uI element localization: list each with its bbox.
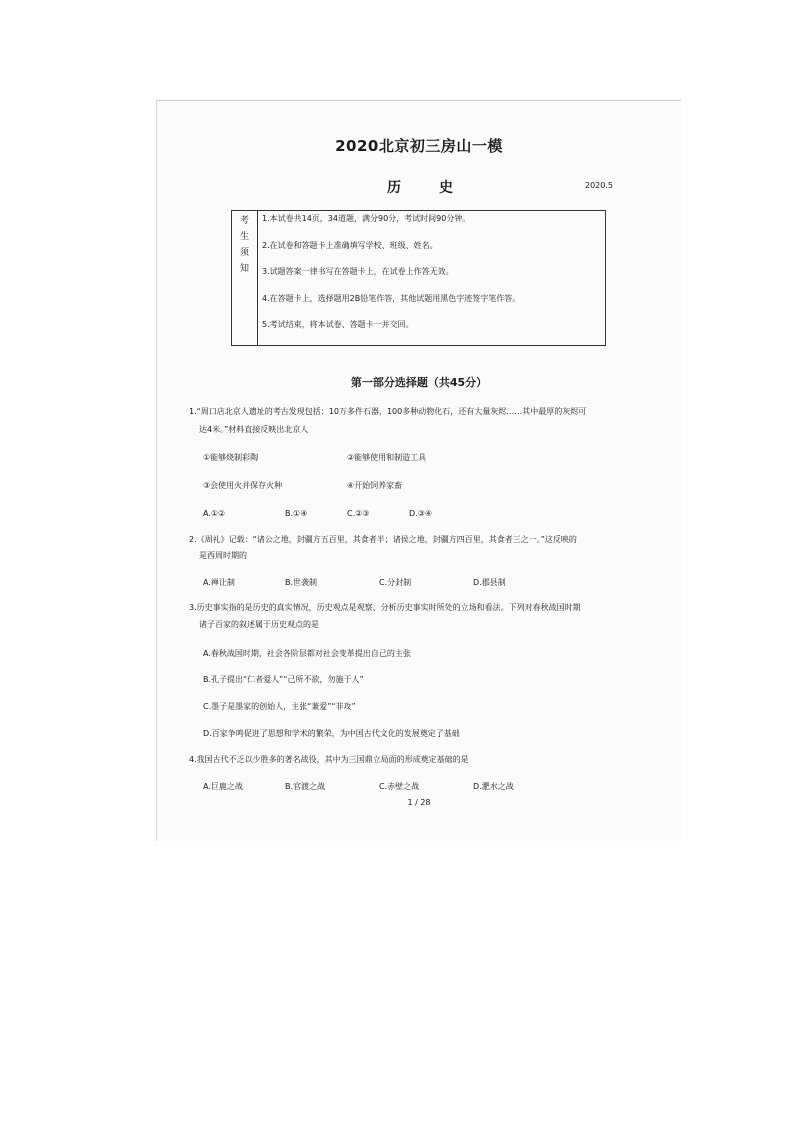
notice-label xyxy=(232,211,258,345)
notice-item: 4.在答题卡上，选择题用2B铅笔作答，其他试题用黑色字迹签字笔作答。 xyxy=(262,293,521,303)
question-1-statement: ④开始饲养家畜 xyxy=(347,481,403,490)
question-1-statement: ③会使用火并保存火种 xyxy=(203,481,283,490)
notice-item: 1.本试卷共14页，34道题，满分90分，考试时间90分钟。 xyxy=(262,214,471,223)
question-4-option: B.官渡之战 xyxy=(285,782,326,791)
notice-label-char: 知 xyxy=(239,264,249,274)
question-3-option: B.孔子提出“仁者爱人”“己所不欲，勿施于人” xyxy=(203,675,364,684)
notice-label-char: 考 xyxy=(239,216,249,226)
question-1-option: A.①② xyxy=(203,509,226,518)
subject-title: 历史 xyxy=(387,180,491,196)
question-3-option: A.春秋战国时期，社会各阶层都对社会变革提出自己的主张 xyxy=(203,649,411,658)
exam-date: 2020.5 xyxy=(585,181,613,190)
notice-label-char: 生 xyxy=(239,232,249,242)
question-4-line-1: 4.我国古代不乏以少胜多的著名战役，其中为三国鼎立局面的形成奠定基础的是 xyxy=(189,755,469,764)
page-number: 1 / 28 xyxy=(407,798,431,807)
question-1-option: D.③④ xyxy=(409,509,433,518)
question-2-line-2: 是西周时期的 xyxy=(199,551,247,560)
question-4-option: D.淝水之战 xyxy=(473,782,514,791)
exam-notice-box xyxy=(231,210,606,346)
question-2-line-1: 2.《周礼》记载：“诸公之地，封疆方五百里，其食者半；诸侯之地，封疆方四百里，其食者三之一。”这反映的 xyxy=(189,535,577,544)
question-2-option: D.郡县制 xyxy=(473,578,506,587)
notice-label-char: 须 xyxy=(239,248,249,258)
question-3-line-2: 诸子百家的叙述属于历史观点的是 xyxy=(199,620,319,629)
question-3-line-1: 3.历史事实指的是历史的真实情况，历史观点是观察、分析历史事实时所处的立场和看法。下列对春秋战国时期 xyxy=(189,603,581,612)
question-1-line-1: 1.“周口店北京人遗址的考古发现包括：10万多件石器，100多种动物化石，还有大量灰烬……其中最厚的灰烬可 xyxy=(189,407,587,416)
notice-item: 3.试题答案一律书写在答题卡上，在试卷上作答无效。 xyxy=(262,267,454,276)
question-1-statement: ①能够烧制彩陶 xyxy=(203,453,259,462)
question-4-option: C.赤壁之战 xyxy=(379,782,420,791)
question-2-option: B.世袭制 xyxy=(285,578,318,587)
question-1-option: B.①④ xyxy=(285,509,308,518)
question-4-option: A.巨鹿之战 xyxy=(203,782,243,791)
notice-item: 2.在试卷和答题卡上准确填写学校、班级、姓名。 xyxy=(262,240,438,250)
notice-items xyxy=(258,211,605,345)
section-title: 第一部分选择题（共45分） xyxy=(350,376,488,389)
notice-item: 5.考试结束，将本试卷、答题卡一并交回。 xyxy=(262,320,414,329)
exam-title: 2020北京初三房山一模 xyxy=(335,137,503,155)
question-2-option: A.禅让制 xyxy=(203,578,235,587)
question-1-line-2: 达4米。”材料直接反映出北京人 xyxy=(199,425,309,434)
question-3-option: C.墨子是墨家的创始人，主张“兼爱”“非攻” xyxy=(203,702,356,711)
scanned-page xyxy=(156,100,681,841)
question-1-option: C.②③ xyxy=(347,509,370,518)
question-3-option: D.百家争鸣促进了思想和学术的繁荣，为中国古代文化的发展奠定了基础 xyxy=(203,729,460,738)
question-2-option: C.分封制 xyxy=(379,578,412,587)
question-1-statement: ②能够使用和制造工具 xyxy=(347,453,427,462)
